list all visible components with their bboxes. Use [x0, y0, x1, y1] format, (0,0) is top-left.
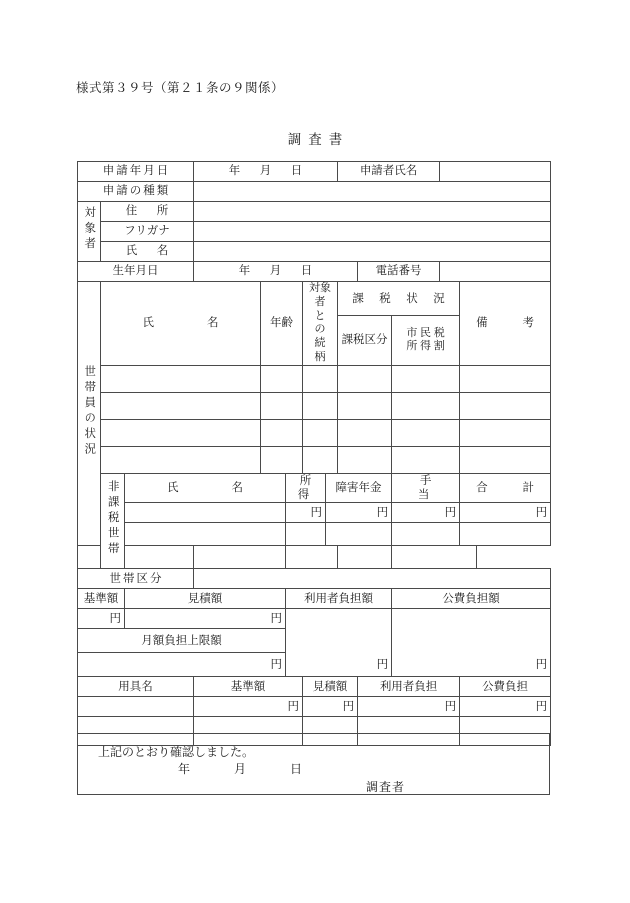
- household-cell-remarks[interactable]: [460, 419, 551, 446]
- household-col-tax-status: 課 税 状 況: [338, 282, 460, 316]
- household-cell-relation[interactable]: [303, 419, 338, 446]
- nontaxable-col-allowance: 手 当: [392, 473, 460, 503]
- row-subject-furigana: [78, 222, 551, 242]
- household-cell-age[interactable]: [261, 365, 303, 392]
- application-type-value[interactable]: [194, 182, 551, 202]
- equipment-cell-standard[interactable]: 円: [194, 697, 303, 717]
- equipment-col-standard: 基準額: [194, 677, 303, 697]
- cost-public-burden-value[interactable]: 円: [392, 609, 551, 677]
- household-cell-municipal-tax[interactable]: [392, 365, 460, 392]
- table-row: [78, 419, 551, 446]
- table-row: [78, 503, 551, 523]
- table-row: [78, 392, 551, 419]
- row-household-class: [78, 569, 551, 589]
- municipal-tax-line-1: 市 民 税: [406, 326, 445, 339]
- nontaxable-col-disability-pension: 障害年金: [326, 473, 392, 503]
- nontaxable-cell-allowance[interactable]: [338, 546, 392, 569]
- subject-birth-label: 生年月日: [78, 262, 194, 282]
- nontaxable-cell-total[interactable]: 円: [460, 503, 551, 523]
- table-row: [78, 523, 551, 546]
- row-application-date: [78, 162, 551, 182]
- cost-estimate-label: 見積額: [125, 589, 286, 609]
- household-cell-tax-class[interactable]: [338, 365, 392, 392]
- subject-furigana-value[interactable]: [194, 222, 551, 242]
- household-cell-tax-class[interactable]: [338, 419, 392, 446]
- row-cost-values: [78, 609, 551, 629]
- page-title: 調査書: [287, 132, 350, 147]
- row-subject-name: [78, 242, 551, 262]
- application-type-label: 申請の種類: [78, 182, 194, 202]
- table-row: [78, 446, 551, 473]
- row-subject-birth: [78, 262, 551, 282]
- nontaxable-cell-name[interactable]: [125, 523, 286, 546]
- household-cell-relation[interactable]: [303, 365, 338, 392]
- row-subject-address: [78, 202, 551, 222]
- relation-line-3: 続 柄: [314, 337, 337, 363]
- nontaxable-cell-total[interactable]: [460, 523, 551, 546]
- household-cell-tax-class[interactable]: [338, 392, 392, 419]
- row-equipment-header: [78, 677, 551, 697]
- cost-user-burden-value[interactable]: 円: [286, 609, 392, 677]
- equipment-cell-public-burden[interactable]: 円: [460, 697, 551, 717]
- nontaxable-cell-name[interactable]: [125, 503, 286, 523]
- equipment-col-estimate: 見積額: [303, 677, 358, 697]
- cost-public-burden-label: 公費負担額: [392, 589, 551, 609]
- household-cell-municipal-tax[interactable]: [392, 392, 460, 419]
- household-col-tax-class: 課税区分: [338, 316, 392, 365]
- household-cell-municipal-tax[interactable]: [392, 419, 460, 446]
- relation-line-2: と の: [314, 309, 337, 336]
- nontaxable-cell-disability-pension[interactable]: 円: [326, 503, 392, 523]
- nontaxable-col-name: 氏 名: [125, 473, 286, 503]
- household-section-label: 世帯員の状況: [78, 282, 101, 546]
- household-col-remarks: 備 考: [460, 282, 551, 366]
- applicant-name-label: 申請者氏名: [338, 162, 440, 182]
- equipment-cell-estimate[interactable]: 円: [303, 697, 358, 717]
- household-cell-age[interactable]: [261, 446, 303, 473]
- equipment-col-user-burden: 利用者負担: [358, 677, 460, 697]
- row-nontaxable-header: [78, 473, 551, 503]
- cost-standard-label: 基準額: [78, 589, 125, 609]
- investigation-form-table: [77, 161, 551, 746]
- application-date-label: 申請年月日: [78, 162, 194, 182]
- table-row: [78, 546, 551, 569]
- nontaxable-cell-income[interactable]: [286, 523, 326, 546]
- cost-estimate-value[interactable]: 円: [125, 609, 286, 629]
- subject-furigana-label: フリガナ: [101, 222, 194, 242]
- household-class-value[interactable]: [194, 569, 551, 589]
- household-cell-age[interactable]: [261, 419, 303, 446]
- household-cell-name[interactable]: [101, 446, 261, 473]
- nontaxable-cell-allowance[interactable]: [392, 523, 460, 546]
- nontaxable-cell-disability-pension[interactable]: [286, 546, 338, 569]
- nontaxable-cell-income[interactable]: [194, 546, 286, 569]
- household-class-label: 世帯区分: [78, 569, 194, 589]
- row-household-header-1: [78, 282, 551, 316]
- subject-birth-value[interactable]: 年 月 日: [194, 262, 358, 282]
- relation-line-1: 対象者: [309, 282, 332, 308]
- household-cell-remarks[interactable]: [460, 365, 551, 392]
- nontaxable-col-total: 合 計: [460, 473, 551, 503]
- equipment-col-public-burden: 公費負担: [460, 677, 551, 697]
- applicant-name-value[interactable]: [440, 162, 551, 182]
- table-row: [78, 697, 551, 717]
- equipment-cell-user-burden[interactable]: 円: [358, 697, 460, 717]
- household-cell-name[interactable]: [101, 419, 261, 446]
- municipal-tax-line-2: 所 得 割: [406, 340, 445, 353]
- subject-phone-value[interactable]: [440, 262, 551, 282]
- household-col-age: 年齢: [261, 282, 303, 366]
- subject-address-value[interactable]: [194, 202, 551, 222]
- nontaxable-cell-income[interactable]: 円: [286, 503, 326, 523]
- nontaxable-section-label: 非課税世帯: [101, 473, 125, 569]
- household-col-name: 氏 名: [101, 282, 261, 366]
- nontaxable-cell-total[interactable]: [392, 546, 477, 569]
- household-cell-remarks[interactable]: [460, 392, 551, 419]
- household-cell-name[interactable]: [101, 392, 261, 419]
- household-cell-municipal-tax[interactable]: [392, 446, 460, 473]
- household-cell-tax-class[interactable]: [338, 446, 392, 473]
- row-application-type: [78, 182, 551, 202]
- confirmation-box: [77, 733, 550, 795]
- nontaxable-col-income: 所 得: [286, 473, 326, 503]
- cost-user-burden-label: 利用者負担額: [286, 589, 392, 609]
- subject-phone-label: 電話番号: [358, 262, 440, 282]
- cost-standard-value[interactable]: 円: [78, 609, 125, 629]
- subject-address-label: 住 所: [101, 202, 194, 222]
- nontaxable-cell-allowance[interactable]: 円: [392, 503, 460, 523]
- household-cell-relation[interactable]: [303, 446, 338, 473]
- household-cell-name[interactable]: [101, 365, 261, 392]
- equipment-cell-item-name[interactable]: [78, 697, 194, 717]
- application-date-value[interactable]: 年 月 日: [194, 162, 338, 182]
- confirmation-date[interactable]: 年 月 日: [178, 762, 305, 776]
- household-cell-age[interactable]: [261, 392, 303, 419]
- household-cell-relation[interactable]: [303, 392, 338, 419]
- subject-name-label: 氏 名: [101, 242, 194, 262]
- cost-monthly-cap-value[interactable]: 円: [78, 653, 286, 677]
- household-col-municipal-tax: [392, 316, 460, 365]
- investigator-label: 調査者: [366, 780, 406, 794]
- cost-monthly-cap-label: 月額負担上限額: [78, 629, 286, 653]
- row-cost-header: [78, 589, 551, 609]
- confirmation-statement: 上記のとおり確認しました。: [98, 745, 255, 759]
- nontaxable-cell-disability-pension[interactable]: [326, 523, 392, 546]
- subject-section-label: 対象者: [78, 202, 101, 262]
- table-row: [78, 365, 551, 392]
- household-col-relation: [303, 282, 338, 366]
- subject-name-value[interactable]: [194, 242, 551, 262]
- nontaxable-cell-name[interactable]: [78, 546, 194, 569]
- form-number: 様式第３９号（第２１条の９関係）: [76, 81, 285, 95]
- household-cell-remarks[interactable]: [460, 446, 551, 473]
- equipment-col-item-name: 用具名: [78, 677, 194, 697]
